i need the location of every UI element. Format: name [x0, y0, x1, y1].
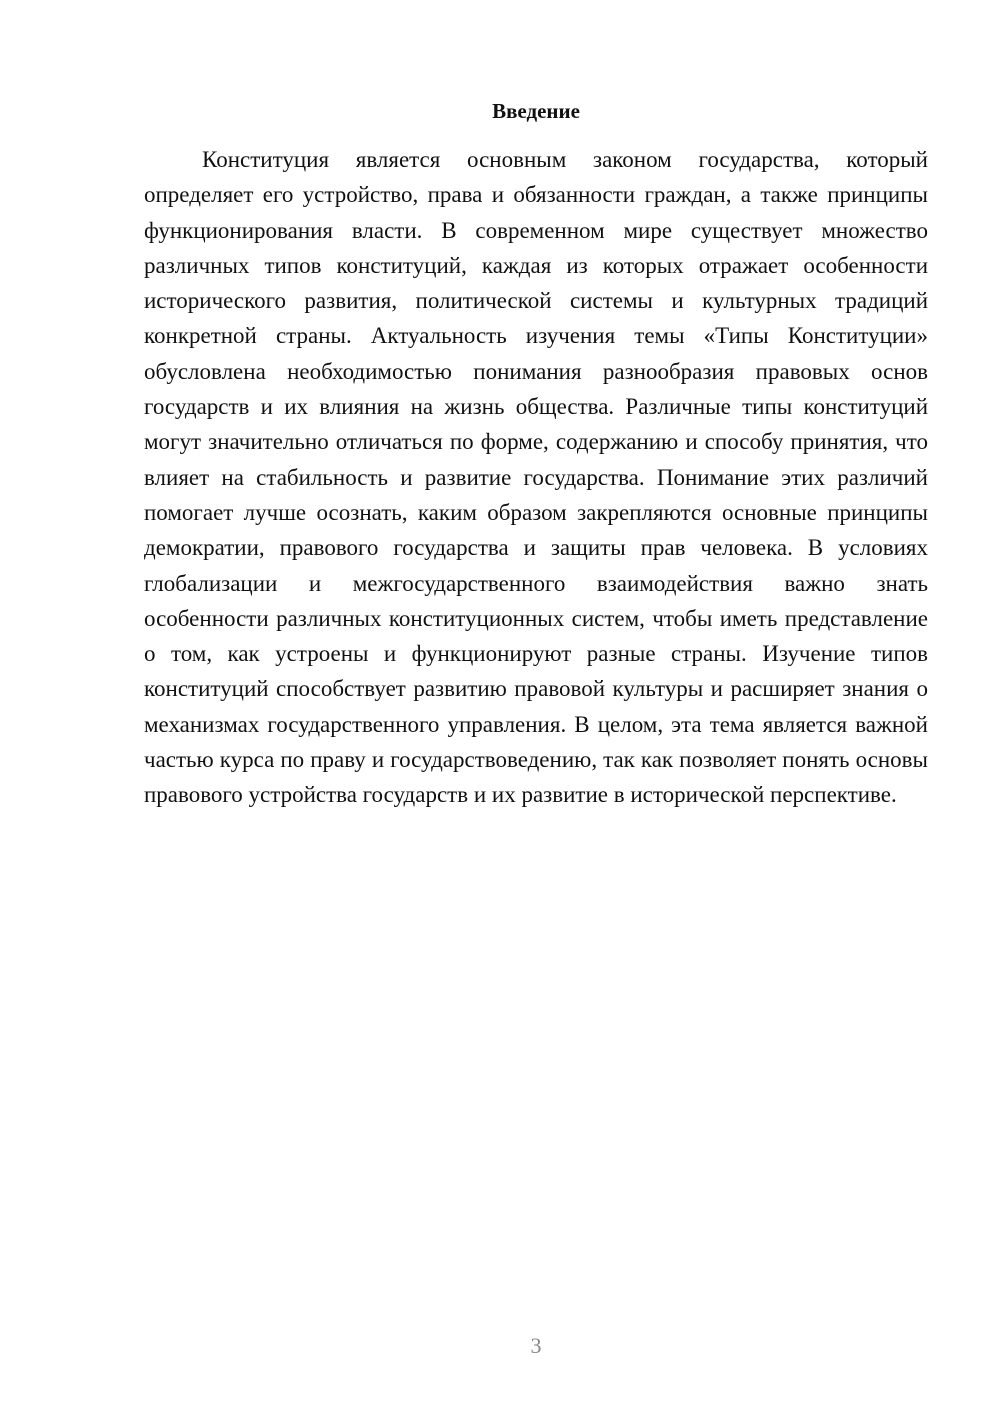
page-number: 3 [530, 1333, 542, 1358]
body-paragraph: Конституция является основным законом государства, который определяет его устройство, права и обязанности граждан, а также принципы функционирования власти. В современном мире существует множество различных типов конституций, каждая из которых отражает особенности исторического развития, политической системы и культурных традиций конкретной страны. Актуальность изучения темы «Типы Конституции» обусловлена необходимостью понимания разнообразия правовых основ государств и их влияния на жизнь общества. Различные типы конституций могут значительно отличаться по форме, содержанию и способу принятия, что влияет на стабильность и развитие государства. Понимание этих различий помогает лучше осознать, каким образом закрепляются основные принципы демократии, правового государства и защиты прав человека. В условиях глобализации и межгосударственного взаимодействия важно знать особенности различных конституционных систем, чтобы иметь представление о том, как устроены и функционируют разные страны. Изучение типов конституций способствует развитию правовой культуры и расширяет знания о механизмах государственного управления. В целом, эта тема является важной частью курса по праву и государствоведению, так как позволяет понять основы правового устройства государств и их развитие в исторической перспективе. [144, 147, 928, 808]
page-title: Введение [492, 99, 580, 123]
